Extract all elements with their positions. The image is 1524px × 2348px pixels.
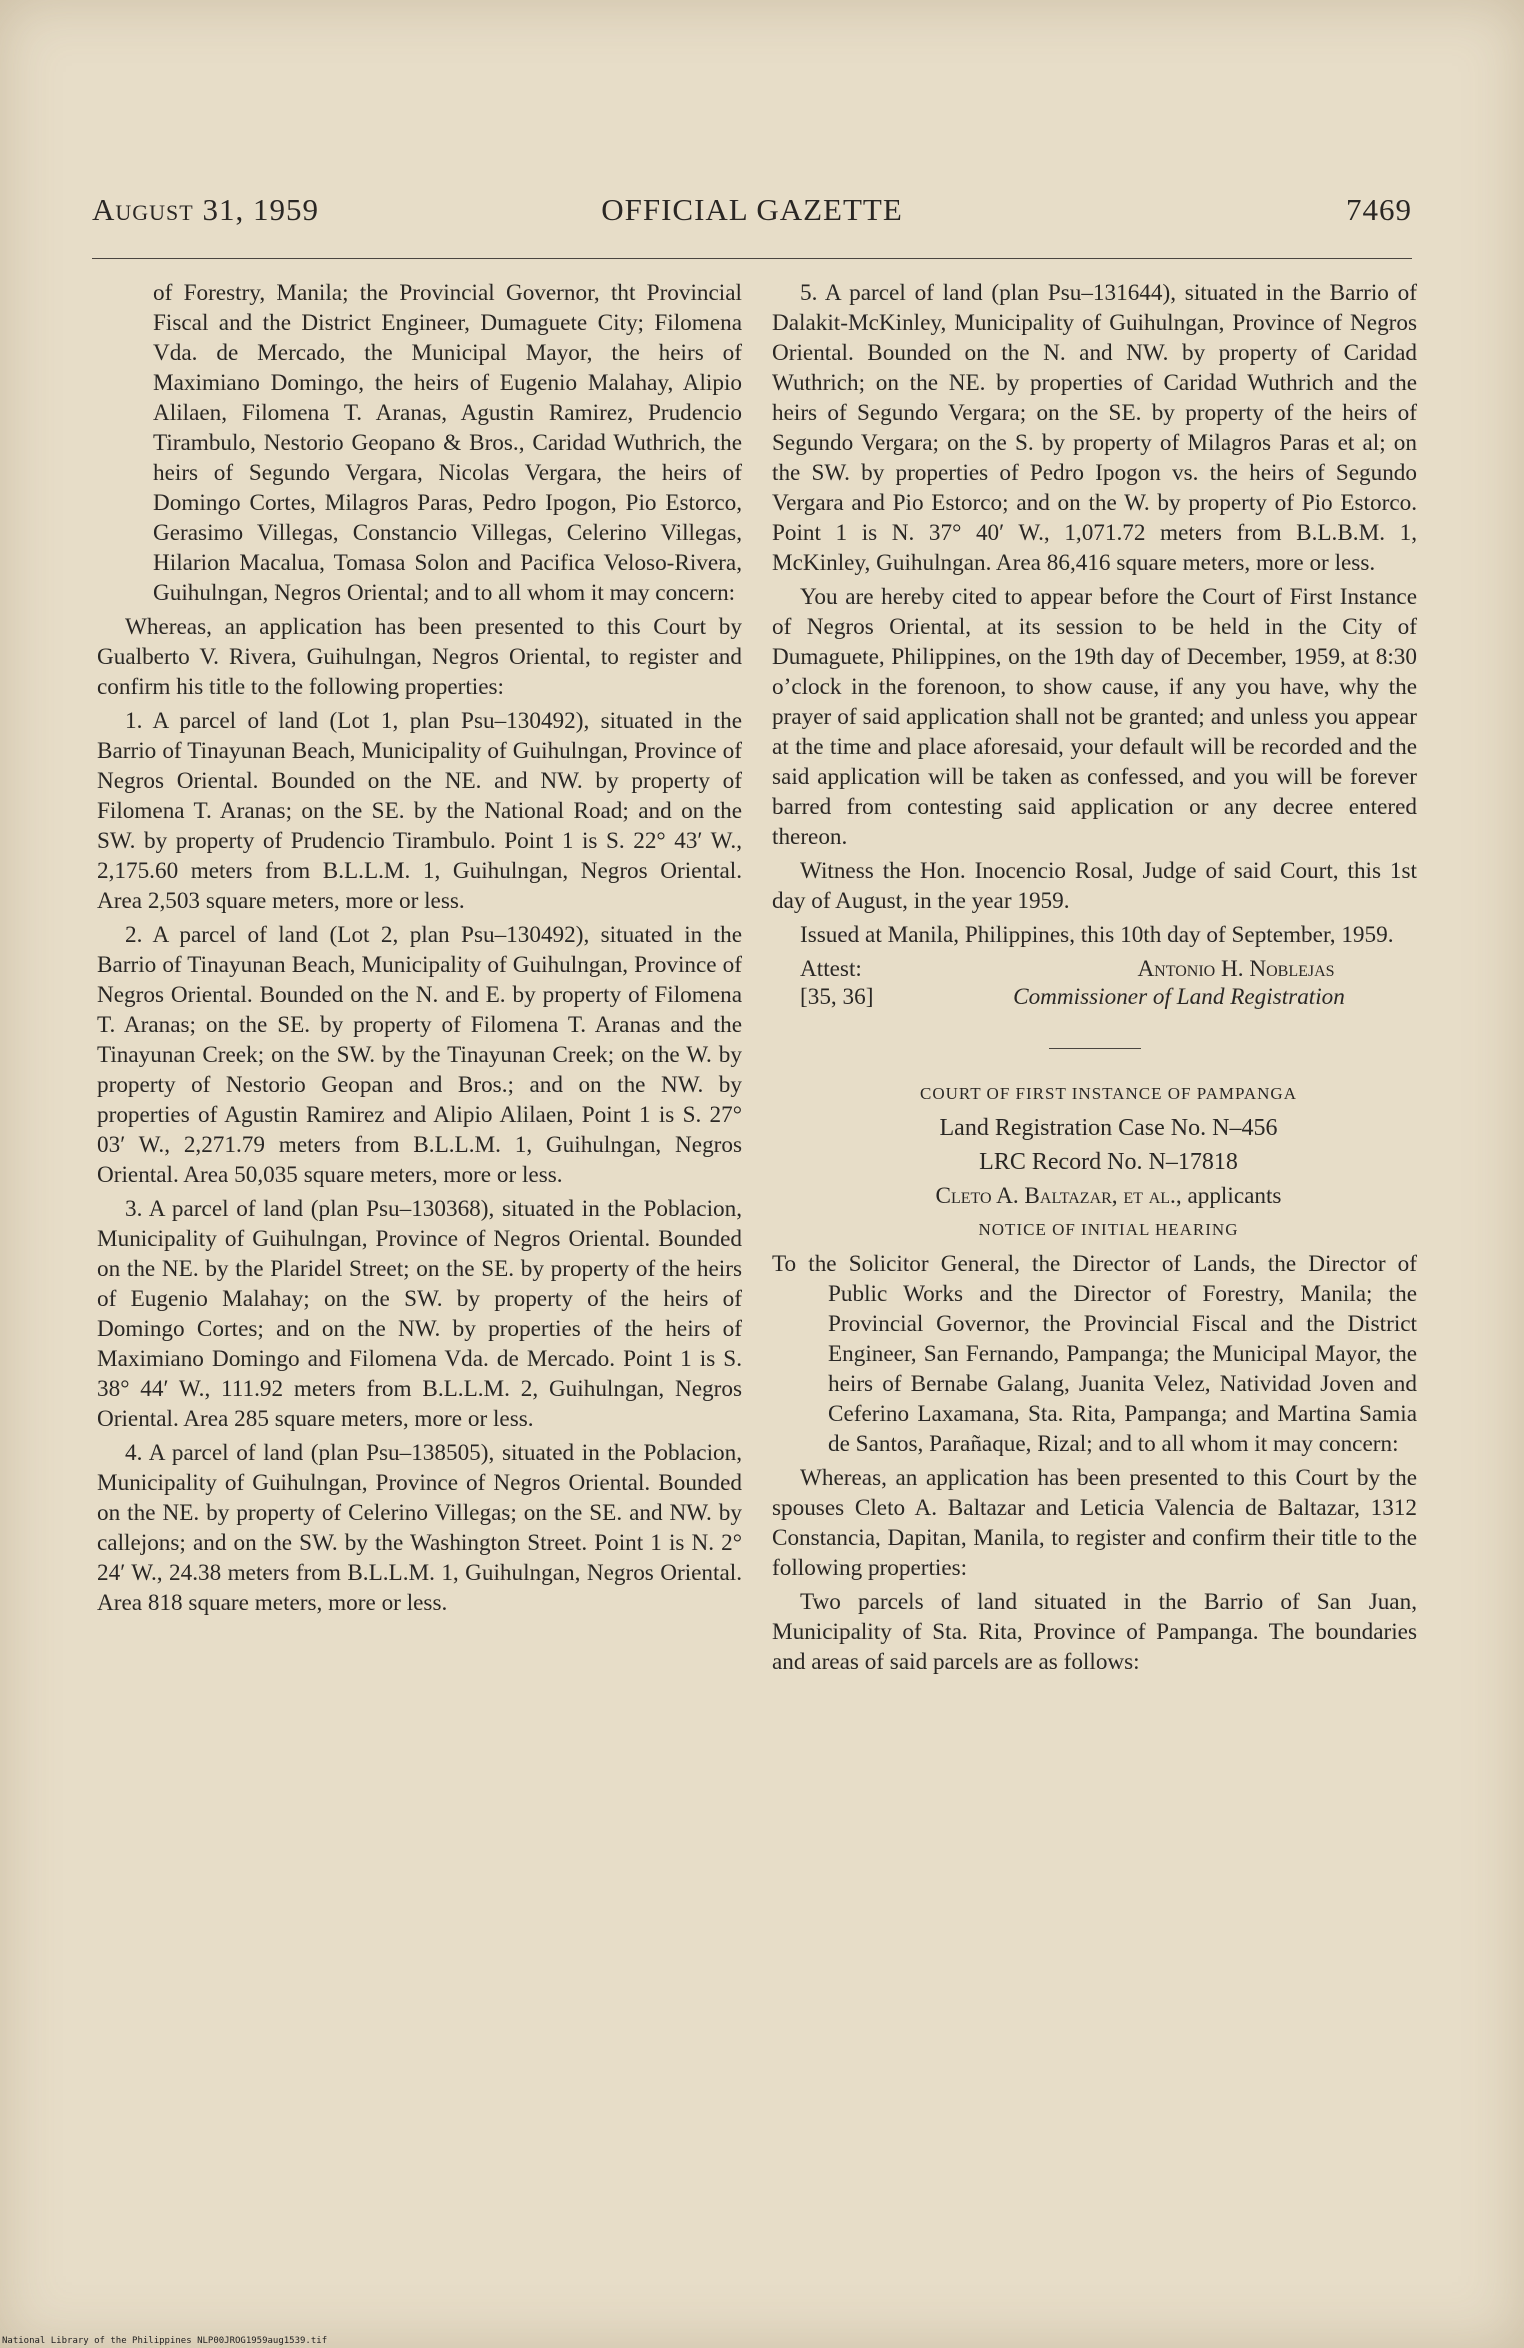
attest-title: Commissioner of Land Registration — [1013, 984, 1345, 1010]
whereas-2-paragraph: Whereas, an application has been presented to this Court by the spouses Cleto A. Baltazar and Leticia Valencia de Baltazar, 1312 Constancia, Dapitan, Manila, to register and confirm their title to the following properties: — [772, 1465, 1417, 1581]
parcel-3-paragraph: 3. A parcel of land (plan Psu–130368), situated in the Poblacion, Municipality of Guihulngan, Province of Negros Oriental. Bounded on the NE. by the Plaridel Street; on the SE. by property of the heirs of Eugenio Malahay; on the SW. by property of the heirs of Domingo Cortes; and on the NW. by properties of the heirs of Maximiano Domingo and Filomena Vda. de Mercado. Point 1 is S. 38° 44′ W., 111.92 meters from B.L.L.M. 2, Guihulngan, Negros Oriental. Area 285 square meters, more or less. — [97, 1196, 742, 1432]
attest-label: Attest: — [800, 956, 862, 982]
header-rule — [92, 258, 1412, 259]
header-date: August 31, 1959 — [92, 192, 319, 227]
to-addressees-paragraph: To the Solicitor General, the Director of Lands, the Director of Public Works and the Director of Forestry, Manila; the Provincial Governor, the Provincial Fiscal and the District Engineer, San Fernando, Pampanga; the Municipal Mayor, the heirs of Bernabe Galang, Juanita Velez, Natividad Joven and Ceferino Laxamana, Sta. Rita, Pampanga; and Martina Samia de Santos, Parañaque, Rizal; and to all whom it may concern: — [772, 1251, 1417, 1457]
parcel-2-paragraph: 2. A parcel of land (Lot 2, plan Psu–130492), situated in the Barrio of Tinayunan Beach, Municipality of Guihulngan, Province of Negros Oriental. Bounded on the N. and E. by property of Filomena T. Aranas; on the SE. by property of Filomena T. Aranas and the Tinayunan Creek; on the SW. by the Tinayunan Creek; on the W. by property of Nestorio Geopan and Bros.; and on the NW. by properties of Agustin Ramirez and Alipio Alilaen, Point 1 is S. 27° 03′ W., 2,271.79 meters from B.L.L.M. 1, Guihulngan, Negros Oriental. Area 50,035 square meters, more or less. — [97, 922, 742, 1188]
left-column — [97, 278, 742, 1622]
two-parcels-paragraph: Two parcels of land situated in the Barrio of San Juan, Municipality of Sta. Rita, Province of Pampanga. The boundaries and areas of said parcels are as follows: — [772, 1589, 1417, 1675]
parcel-1-paragraph: 1. A parcel of land (Lot 1, plan Psu–130492), situated in the Barrio of Tinayunan Beach, Municipality of Guihulngan, Province of Negros Oriental. Bounded on the NE. and NW. by property of Filomena T. Aranas; on the SE. by the National Road; and on the SW. by property of Prudencio Tirambulo. Point 1 is S. 22° 43′ W., 2,175.60 meters from B.L.L.M. 1, Guihulngan, Negros Oriental. Area 2,503 square meters, more or less. — [97, 708, 742, 914]
page-number: 7469 — [1346, 192, 1412, 227]
whereas-paragraph: Whereas, an application has been presented to this Court by Gualberto V. Rivera, Guihulngan, Negros Oriental, to register and confirm his title to the following properties: — [97, 614, 742, 700]
parcel-4-paragraph: 4. A parcel of land (plan Psu–138505), situated in the Poblacion, Municipality of Guihulngan, Province of Negros Oriental. Bounded on the NE. by property of Celerino Villegas; on the SE. and NW. by callejons; and on the SW. by the Washington Street. Point 1 is N. 2° 24′ W., 24.38 meters from B.L.L.M. 1, Guihulngan, Negros Oriental. Area 818 square meters, more or less. — [97, 1440, 742, 1616]
witness-paragraph: Witness the Hon. Inocencio Rosal, Judge of said Court, this 1st day of August, in the year 1959. — [772, 858, 1417, 914]
record-number: LRC Record No. N–17818 — [979, 1149, 1238, 1175]
issued-paragraph: Issued at Manila, Philippines, this 10th day of September, 1959. — [800, 922, 1394, 948]
addressees-paragraph: of Forestry, Manila; the Provincial Governor, tht Provincial Fiscal and the District Engineer, Dumaguete City; Filomena Vda. de Mercado, the Municipal Mayor, the heirs of Maximiano Domingo, the heirs of Eugenio Malahay, Alipio Alilaen, Filomena T. Aranas, Agustin Ramirez, Prudencio Tirambulo, Nestorio Geopano & Bros., Caridad Wuthrich, the heirs of Segundo Vergara, Nicolas Vergara, the heirs of Domingo Cortes, Milagros Paras, Pedro Ipogon, Pio Estorco, Gerasimo Villegas, Constancio Villegas, Celerino Villegas, Hilarion Macalua, Tomasa Solon and Pacifica Veloso-Rivera, Guihulngan, Negros Oriental; and to all whom it may concern: — [153, 280, 742, 606]
case-number: Land Registration Case No. N–456 — [939, 1115, 1278, 1141]
case-parties — [772, 1181, 1417, 1211]
notice-heading: NOTICE OF INITIAL HEARING — [978, 1220, 1239, 1239]
header-title: OFFICIAL GAZETTE — [601, 192, 903, 227]
cited-paragraph: You are hereby cited to appear before the Court of First Instance of Negros Oriental, at its session to be held in the City of Dumaguete, Philippines, on the 19th day of December, 1959, at 8:30 o’clock in the forenoon, to show cause, if any you have, why the prayer of said application shall not be granted; and unless you appear at the time and place aforesaid, your default will be recorded and the said application will be taken as confessed, and you will be forever barred from contesting said application or any decree entered thereon. — [772, 584, 1417, 850]
court-heading: COURT OF FIRST INSTANCE OF PAMPANGA — [920, 1084, 1297, 1103]
attestation-block — [772, 954, 1417, 1012]
applicant-name: Cleto A. Baltazar, et al. — [935, 1183, 1176, 1209]
attest-reference: [35, 36] — [800, 984, 874, 1010]
page-header — [92, 192, 1412, 238]
parcel-5-paragraph: 5. A parcel of land (plan Psu–131644), situated in the Barrio of Dalakit-McKinley, Municipality of Guihulngan, Province of Negros Oriental. Bounded on the N. and NW. by property of Caridad Wuthrich; on the NE. by properties of Caridad Wuthrich and the heirs of Segundo Vergara; on the SE. by property of the heirs of Segundo Vergara; on the S. by property of Milagros Paras et al; on the SW. by properties of Pedro Ipogon vs. the heirs of Segundo Vergara and Pio Estorco; and on the W. by property of Pio Estorco. Point 1 is N. 37° 40′ W., 1,071.72 meters from B.L.B.M. 1, McKinley, Guihulngan. Area 86,416 square meters, more or less. — [772, 280, 1417, 576]
scan-footer: National Library of the Philippines NLP00JROG1959aug1539.tif — [2, 2336, 328, 2346]
section-divider — [1049, 1048, 1141, 1049]
attest-name: Antonio H. Noblejas — [1137, 956, 1335, 982]
applicant-suffix: , applicants — [1175, 1183, 1282, 1209]
right-column — [772, 278, 1417, 1681]
